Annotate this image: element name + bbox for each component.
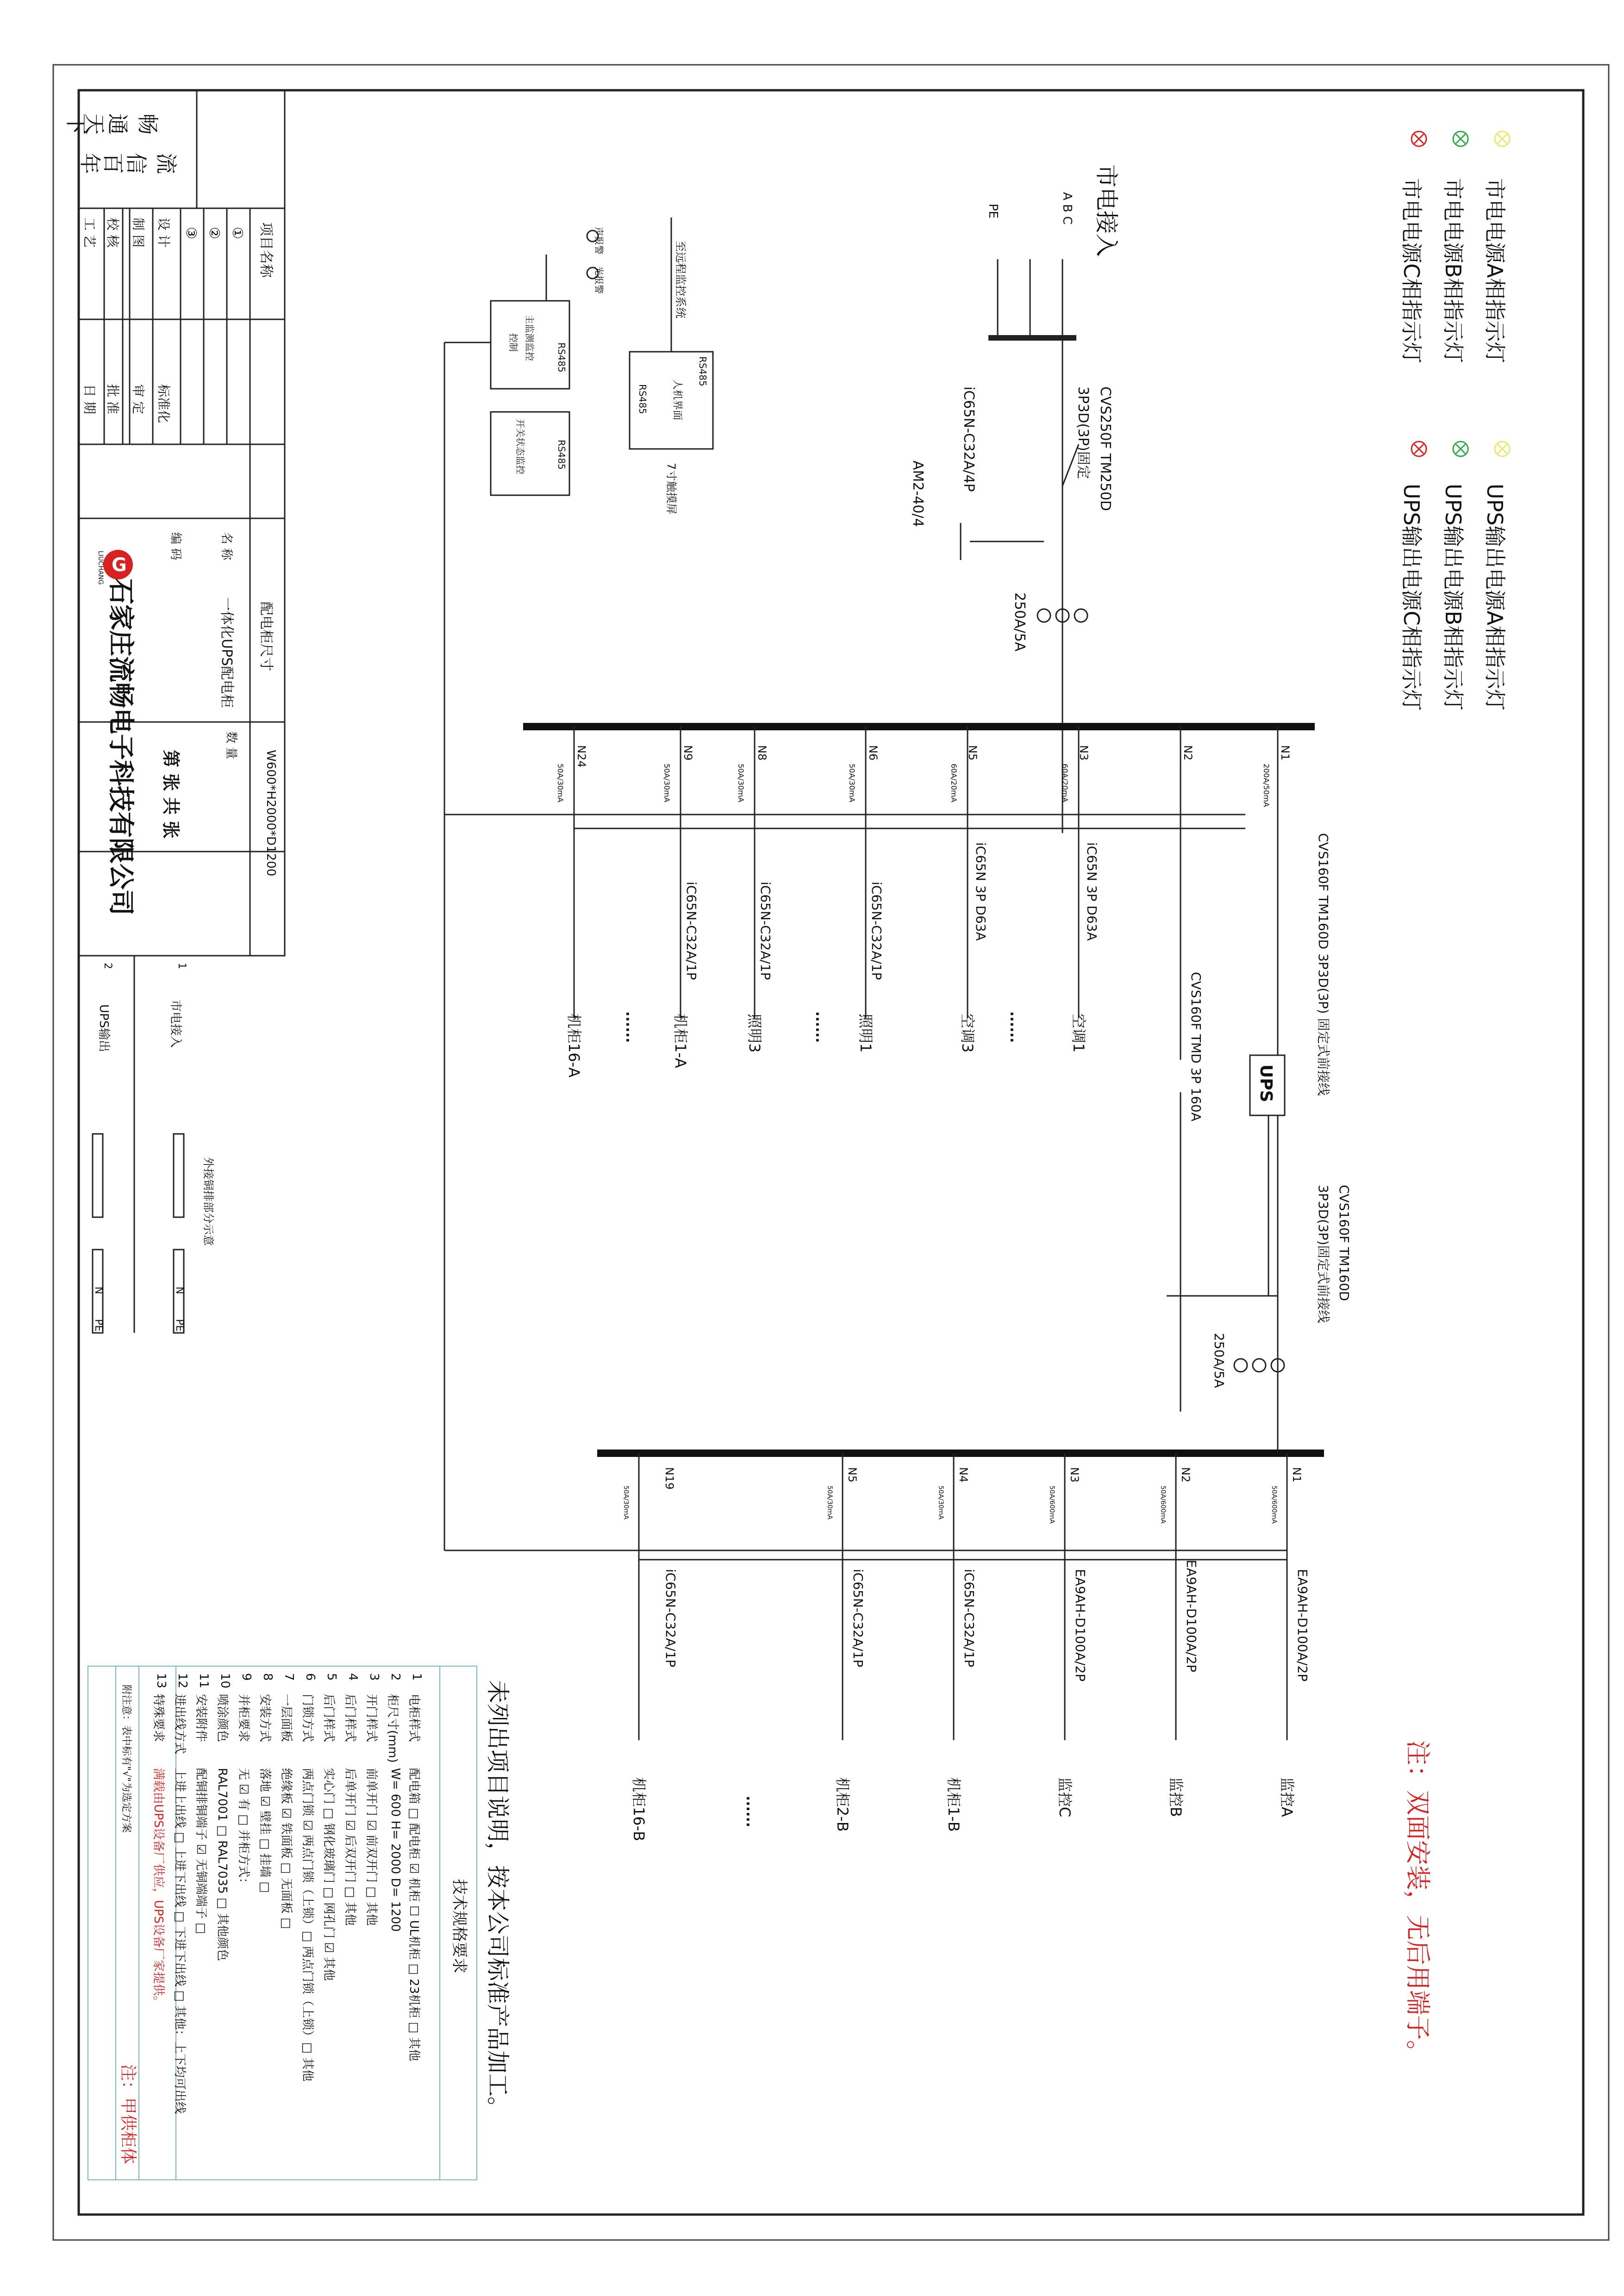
tech-row-value: 落地 ☑ 壁挂 □ 挂墙 □ — [258, 1768, 272, 1893]
upper-n3-ct: 60A/20mA — [1061, 764, 1069, 803]
cabinet-size: W600*H2000*D1200 — [264, 750, 278, 877]
tech-table-footnote: 附注意：表中标有"√"为选定方案 — [120, 1685, 132, 1833]
slogan-1: 流 — [154, 153, 179, 174]
tech-row-value: 上进上出线 □ 上进下出线 □ 下进下出线 □ 其他：上下均可出线 — [173, 1768, 187, 2114]
mains-phases: A B C — [1060, 192, 1074, 225]
install-note: 注：双面安装，无后用端子。 — [1403, 1740, 1432, 2065]
indicator-label-ups-c: UPS输出电源C相指示灯 — [1399, 484, 1424, 711]
company-name: 石家庄流畅电子科技有限公司 — [106, 579, 136, 915]
role-check: 校 核 — [105, 218, 120, 248]
rs485-b: RS485 — [637, 384, 648, 414]
upper-ellipsis-1: ...... — [1007, 1011, 1023, 1043]
qty-label: 数 量 — [224, 731, 238, 759]
role-process: 工 艺 — [82, 218, 97, 248]
lower-n19-load: 机柜16-B — [630, 1777, 648, 1842]
tech-row-item: 喷涂颜色 — [215, 1694, 229, 1742]
tech-row-no: 4 — [346, 1673, 360, 1681]
tech-row-no: 12 — [175, 1673, 189, 1689]
tech-row-no: 10 — [218, 1673, 232, 1689]
tech-row-value: 实心门 □ 钢化玻璃门 □ 网孔门 ☑ 其他 — [322, 1768, 336, 1981]
upper-n8-id: N8 — [756, 745, 768, 761]
upper-n8-breaker: iC65N-C32A/1P — [758, 882, 773, 980]
slogan-7: 年 — [77, 153, 102, 174]
tech-row-no: 1 — [410, 1673, 424, 1681]
standard-note: 未列出项目说明，按本公司标准产品加工。 — [484, 1680, 511, 2120]
upper-n5-load: 空调3 — [959, 1014, 976, 1053]
monitor-box-2: 控制 — [508, 333, 519, 352]
mains-incoming — [961, 259, 1087, 833]
lower-n4-ct: 50A/30mA — [937, 1486, 944, 1520]
upper-n24-ct: 50A/30mA — [556, 764, 565, 803]
upper-n5-breaker: iC65N 3P D63A — [973, 842, 988, 941]
main-breaker: CVS250F TM250D — [1097, 386, 1113, 511]
tech-row-no: 2 — [388, 1673, 402, 1681]
role-ratify: 批 准 — [105, 384, 120, 414]
lower-n2-id: N2 — [1179, 1467, 1192, 1483]
name-label: 名 称 — [219, 532, 233, 560]
tech-row-no: 13 — [154, 1673, 168, 1689]
lower-n1-load: 监控A — [1278, 1777, 1296, 1817]
lower-n5-id: N5 — [846, 1467, 859, 1483]
indicator-label-ups-b: UPS输出电源B相指示灯 — [1441, 484, 1466, 711]
lower-n2-breaker: EA9AH-D100A/2P — [1184, 1560, 1199, 1673]
mains-ct: 250A/5A — [1012, 592, 1028, 652]
terminal-bus-n-2: N — [93, 1287, 104, 1294]
upper-n2-breaker: CVS160F TMD 3P 160A — [1188, 972, 1204, 1121]
lower-n5-load: 机柜2-B — [834, 1777, 851, 1832]
ups-output — [444, 1115, 1287, 1550]
indicator-label-a: 市电电源A相指示灯 — [1482, 178, 1507, 363]
upper-n6-load: 照明1 — [857, 1014, 874, 1053]
logo-letter: G — [112, 554, 127, 576]
terminal-row-2-name: UPS输出 — [97, 1004, 111, 1052]
indicator-label-c: 市电电源C相指示灯 — [1399, 178, 1424, 364]
spd-breaker: iC65N-C32A/4P — [961, 386, 977, 492]
slogan-4: 通 — [105, 113, 130, 135]
tech-row-item: 并柜要求 — [237, 1694, 250, 1742]
upper-n5-id: N5 — [966, 745, 979, 761]
row-1: ① — [229, 227, 245, 239]
tech-row-item: 特殊要求 — [151, 1694, 165, 1742]
ups-out-breaker-spec: 3P3D(3P)固定式前接线 — [1316, 1185, 1331, 1323]
cabinet-size-label: 配电柜尺寸 — [258, 602, 274, 671]
upper-n1-id: N1 — [1279, 745, 1292, 761]
code-label: 编 码 — [169, 532, 182, 560]
indicator-label-ups-a: UPS输出电源A相指示灯 — [1482, 484, 1507, 711]
lower-n4-id: N4 — [957, 1467, 970, 1483]
lower-n19-ct: 50A/30mA — [622, 1486, 630, 1520]
upper-n1-breaker: CVS160F TM160D 3P3D(3P) 固定式前接线 — [1316, 833, 1331, 1096]
rs485-d: RS485 — [556, 440, 567, 470]
row-3: ③ — [183, 227, 199, 239]
tech-row-item: 门锁方式 — [300, 1694, 314, 1742]
role-date: 日 期 — [82, 384, 97, 414]
upper-n3-breaker: iC65N 3P D63A — [1084, 842, 1099, 941]
monitor-box: 主监测监控 — [524, 315, 535, 361]
upper-n6-breaker: iC65N-C32A/1P — [869, 882, 884, 980]
lower-n1-ct: 50A/600mA — [1270, 1486, 1278, 1524]
lower-n4-breaker: iC65N-C32A/1P — [962, 1569, 977, 1668]
upper-n9-ct: 50A/30mA — [662, 764, 671, 803]
upper-n24-id: N24 — [575, 745, 588, 768]
ups-ct: 250A/5A — [1212, 1333, 1227, 1388]
terminal-row-1-name: 市电接入 — [169, 1000, 182, 1048]
upper-n9-load: 机柜1-A — [672, 1014, 689, 1068]
slogan-2: 畅 — [135, 113, 160, 135]
tech-row-value: 满载由UPS设备厂供应，UPS设备厂家提供。 — [151, 1768, 165, 2008]
rs485-c: RS485 — [556, 342, 567, 373]
slogan-3: 信 — [124, 153, 149, 174]
terminal-title: 外接铜排部分示意 — [202, 1157, 215, 1246]
tech-row-item: 电柜样式 — [407, 1694, 421, 1742]
tech-row-no: 11 — [197, 1673, 211, 1689]
lower-n5-ct: 50A/30mA — [826, 1486, 833, 1520]
slogan-5: 百 — [100, 153, 125, 174]
role-approve: 审 定 — [131, 384, 146, 414]
mains-pe: PE — [986, 204, 1000, 219]
spd: AM2-40/4 — [910, 460, 926, 527]
lower-n19-id: N19 — [663, 1467, 676, 1490]
alarm-light: 光报警 — [593, 266, 605, 294]
rs485-a: RS485 — [697, 356, 708, 386]
upper-n1-ct: 200A/50mA — [1262, 764, 1271, 807]
upper-n8-ct: 50A/30mA — [737, 764, 745, 803]
tech-row-no: 5 — [325, 1673, 338, 1681]
lower-n1-id: N1 — [1290, 1467, 1303, 1483]
switch-box: 开关状态监控 — [515, 419, 526, 474]
tech-row-value: W= 600 H= 2000 D= 1200 — [388, 1768, 402, 1932]
lower-n2-load: 监控B — [1167, 1777, 1185, 1817]
tech-row-value: 后单开门 ☑ 后双开门 □ 其他 — [343, 1768, 357, 1926]
upper-n6-id: N6 — [867, 745, 880, 761]
remote-monitor: 至远程监控系统 — [674, 241, 687, 318]
tech-row-value: RAL7001 □ RAL7035 □ 其他颜色 — [215, 1768, 229, 1961]
lower-n3-breaker: EA9AH-D100A/2P — [1073, 1569, 1088, 1682]
touch-screen: 7寸触摸屏 — [665, 463, 678, 515]
tech-row-value: 配电箱 □ 配电柜 ☑ 机柜 ☐ UL机柜 □ 23机柜 □ 其他 — [407, 1768, 421, 2061]
row-2: ② — [206, 227, 222, 239]
tech-row-no: 3 — [367, 1673, 381, 1681]
tech-row-value: 配铜排铜端子 ☑ 无铜端端子 □ — [194, 1768, 208, 1934]
hmi-label: 人机界面 — [671, 380, 683, 421]
tech-row-item: 后门样式 — [343, 1694, 357, 1742]
lower-n2-ct: 50A/600mA — [1159, 1486, 1167, 1524]
ups-label: UPS — [1256, 1064, 1275, 1102]
slogan-6: 天 — [82, 113, 107, 135]
upper-n3-id: N3 — [1077, 745, 1090, 761]
lower-n1-breaker: EA9AH-D100A/2P — [1295, 1569, 1310, 1682]
tech-row-item: 一层面板 — [279, 1694, 293, 1742]
tech-row-value: 无 ☑ 有 □ 并柜方式： — [237, 1768, 250, 1890]
tech-row-item: 开门样式 — [364, 1694, 378, 1742]
tech-row-item: 安装附件 — [194, 1694, 208, 1742]
lower-n4-load: 机柜1-B — [945, 1777, 962, 1832]
upper-n5-ct: 60A/20mA — [949, 764, 958, 803]
tech-row-item: 进出线方式 — [173, 1694, 187, 1755]
sheet-text: 第 张 共 张 — [161, 750, 181, 839]
indicator-label-b: 市电电源B相指示灯 — [1441, 178, 1466, 363]
tech-row-item: 柜尺寸(mm) — [386, 1694, 400, 1763]
project-label: 项目名称 — [258, 222, 274, 278]
upper-n6-ct: 50A/30mA — [848, 764, 856, 803]
tech-row-value: 两点门锁 ☑ 两点门锁（上锁）□ 两点门锁（上锁）□ 其他 — [300, 1768, 314, 2082]
terminal-bus-n-1: N — [174, 1287, 185, 1294]
lower-n3-load: 监控C — [1056, 1777, 1074, 1817]
role-design: 设 计 — [156, 218, 171, 248]
main-breaker-spec: 3P3D(3P)固定 — [1075, 386, 1091, 479]
terminal-bus-pe-2: PE — [93, 1319, 104, 1332]
role-standard: 标准化 — [156, 384, 171, 423]
tech-row-no: 8 — [261, 1673, 275, 1681]
tech-row-item: 安装方式 — [258, 1694, 272, 1742]
lower-n3-ct: 50A/600mA — [1048, 1486, 1056, 1524]
ups-out-breaker: CVS160F TM160D — [1337, 1185, 1352, 1301]
terminal-row-1-no: 1 — [176, 963, 187, 969]
lower-n3-id: N3 — [1068, 1467, 1081, 1483]
terminal-row-2-no: 2 — [102, 963, 113, 969]
upper-n24-load: 机柜16-A — [565, 1014, 583, 1078]
upper-ellipsis-2: ...... — [812, 1011, 829, 1043]
upper-n2-id: N2 — [1181, 745, 1194, 761]
tech-row-no: 9 — [239, 1673, 253, 1681]
upper-n9-breaker: iC65N-C32A/1P — [684, 882, 699, 980]
lower-ellipsis: ...... — [743, 1796, 759, 1828]
tech-row-value: 绝缘板 ☑ 铁面板 □ 无面板 □ — [279, 1768, 293, 1929]
logo-caption: LIUCHANG — [97, 551, 104, 585]
tech-row-item: 后门样式 — [322, 1694, 336, 1742]
alarm-sound: 声报警 — [593, 227, 605, 255]
upper-n9-id: N9 — [681, 745, 694, 761]
tech-row-no: 6 — [303, 1673, 317, 1681]
role-drawing: 制 图 — [131, 218, 146, 248]
upper-ellipsis-3: ...... — [623, 1011, 639, 1043]
tech-row-no: 7 — [282, 1673, 296, 1681]
slogan-8: 下 — [63, 113, 88, 135]
lower-n5-breaker: iC65N-C32A/1P — [850, 1569, 866, 1668]
terminal-bus-pe-1: PE — [174, 1319, 185, 1332]
lower-n19-breaker: iC65N-C32A/1P — [663, 1569, 678, 1668]
product-name: 一体化UPS配电柜 — [219, 597, 235, 708]
upper-n8-load: 照明3 — [746, 1014, 763, 1053]
upper-n3-load: 空调1 — [1070, 1014, 1087, 1053]
tech-table-title: 技术规格要求 — [450, 1879, 468, 1973]
supply-note: 注：甲供柜体 — [119, 2064, 137, 2165]
mains-title: 市电接入 — [1093, 164, 1120, 257]
tech-row-value: 前单开门 ☑ 前双开门 □ 其他 — [364, 1768, 378, 1926]
